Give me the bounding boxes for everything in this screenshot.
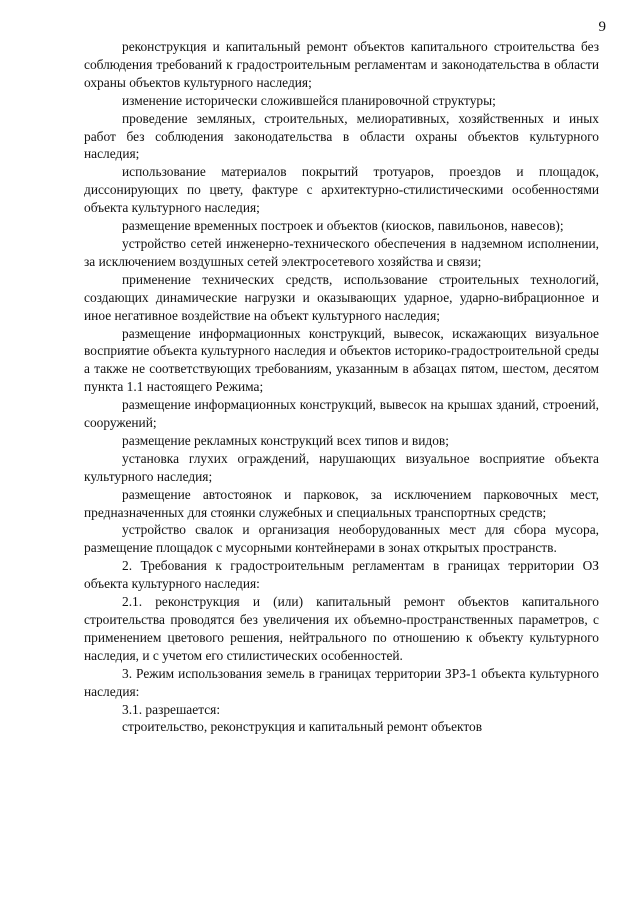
paragraph: установка глухих ограждений, нарушающих визуальное восприятие объекта культурного наследия; [84, 450, 599, 484]
body-text [84, 38, 599, 736]
subsection-heading: 3.1. разрешается: [122, 701, 221, 717]
paragraph: изменение исторически сложившейся планировочной структуры; [122, 92, 496, 108]
section-heading: 3. Режим использования земель в границах территории ЗРЗ-1 объекта культурного наследия: [84, 665, 599, 699]
section-heading: 2. Требования к градостроительным регламентам в границах территории ОЗ объекта культурного наследия: [84, 558, 599, 592]
paragraph: размещение временных построек и объектов (киосков, павильонов, навесов); [122, 218, 564, 234]
paragraph: реконструкция и капитальный ремонт объектов капитального строительства без соблюдения требований к градостроительным регламентам и законодательства в области охраны объектов культурного наследия; [84, 39, 599, 90]
paragraph: размещение рекламных конструкций всех типов и видов; [122, 432, 449, 448]
paragraph: устройство сетей инженерно-технического обеспечения в надземном исполнении, за исключением воздушных сетей электросетевого хозяйства и связи; [84, 235, 599, 269]
paragraph: 2.1. реконструкция и (или) капитальный ремонт объектов капитального строительства проводятся без увеличения их объемно-пространственных параметров, с применением цветового решения, нейтрального по отношению к объекту культурного наследия, и с учетом его стилистических особенностей. [84, 594, 599, 663]
paragraph: использование материалов покрытий тротуаров, проездов и площадок, диссонирующих по цвету, фактуре с архитектурно-стилистическими особенностями объекта культурного наследия; [84, 164, 599, 216]
paragraph: размещение автостоянок и парковок, за исключением парковочных мест, предназначенных для стоянки служебных и специальных транспортных средств; [84, 486, 599, 520]
paragraph: размещение информационных конструкций, вывесок на крышах зданий, строений, сооружений; [84, 397, 599, 431]
paragraph: размещение информационных конструкций, вывесок, искажающих визуальное восприятие объекта культурного наследия и объектов историко-градостроительной среды а также не соответствующих требованиям, указанным в абзацах пятом, шестом, десятом пункта 1.1 настоящего Режима; [84, 325, 599, 395]
paragraph: устройство свалок и организация необорудованных мест для сбора мусора, размещение площадок с мусорными контейнерами в зонах открытых пространств. [84, 522, 599, 556]
paragraph: строительство, реконструкция и капитальный ремонт объектов [122, 719, 483, 735]
paragraph: применение технических средств, использование строительных технологий, создающих динамические нагрузки и оказывающих ударное, ударно-вибрационное и иное негативное воздействие на объект культурного наследия; [84, 271, 599, 323]
page-number: 9 [598, 19, 606, 35]
paragraph: проведение земляных, строительных, мелиоративных, хозяйственных и иных работ без соблюдения законодательства в области охраны объектов культурного наследия; [84, 110, 599, 162]
